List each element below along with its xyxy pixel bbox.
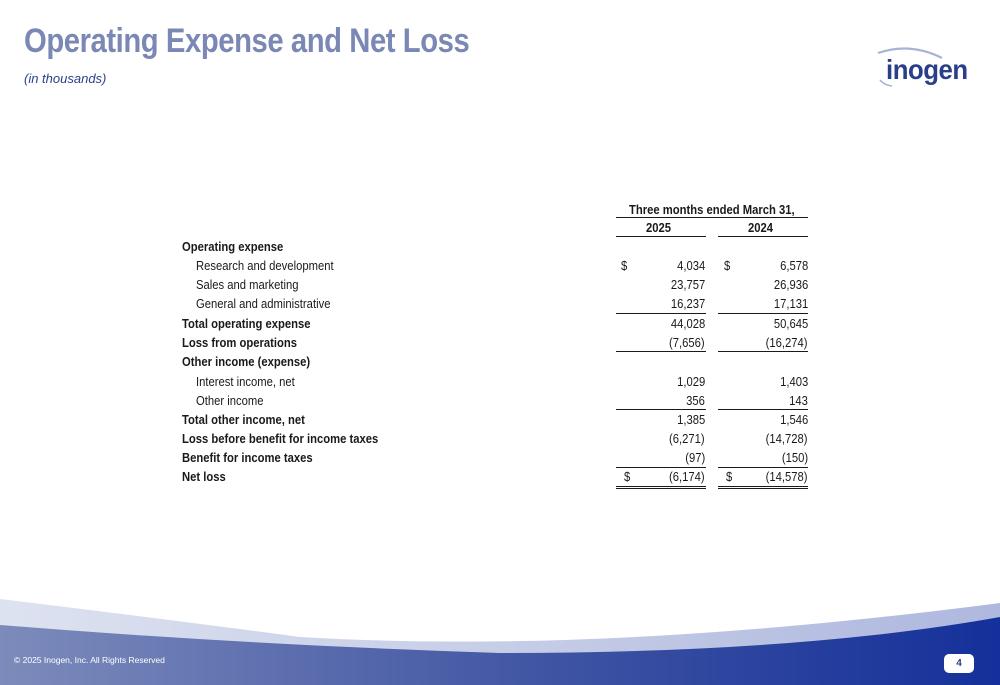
value-2024: 1,546 xyxy=(779,413,808,427)
value-2024: (14,728) xyxy=(766,432,808,446)
row-label: Operating expense xyxy=(182,240,284,254)
row-label: Other income (expense) xyxy=(182,355,311,369)
value-2024: (16,274) xyxy=(766,336,808,350)
column-header-2025: 2025 xyxy=(646,221,672,235)
row-label: Loss before benefit for income taxes xyxy=(182,432,379,446)
value-2025: 44,028 xyxy=(670,317,705,331)
col2-header-rule xyxy=(718,236,808,237)
row-label: Research and development xyxy=(196,259,334,273)
row-label: Loss from operations xyxy=(182,336,298,350)
currency-symbol: $ xyxy=(621,259,628,273)
value-2025: (6,174) xyxy=(669,470,705,484)
page-number: 4 xyxy=(944,654,974,673)
value-2024: 1,403 xyxy=(779,375,808,389)
col1-header-rule xyxy=(616,236,706,237)
currency-symbol: $ xyxy=(624,470,631,484)
period-header: Three months ended March 31, xyxy=(629,203,795,217)
value-2024: 6,578 xyxy=(779,259,808,273)
currency-symbol: $ xyxy=(724,259,731,273)
value-2025: (97) xyxy=(684,451,705,465)
currency-symbol: $ xyxy=(726,470,733,484)
value-2024: 143 xyxy=(789,394,808,408)
value-2024: (14,578) xyxy=(766,470,808,484)
row-label: Interest income, net xyxy=(196,375,295,389)
value-2024: (150) xyxy=(781,451,808,465)
row-label: Other income xyxy=(196,394,264,408)
subtotal-rule xyxy=(616,313,706,314)
value-2024: 17,131 xyxy=(773,297,808,311)
value-2024: 50,645 xyxy=(773,317,808,331)
row-label: Total other income, net xyxy=(182,413,305,427)
page-subtitle: (in thousands) xyxy=(24,71,107,86)
row-label: Net loss xyxy=(182,470,226,484)
subtotal-rule xyxy=(616,409,706,410)
subtotal-rule xyxy=(718,409,808,410)
row-label: General and administrative xyxy=(196,297,331,311)
subtotal-rule xyxy=(616,351,706,352)
row-label: Total operating expense xyxy=(182,317,311,331)
double-rule xyxy=(616,486,706,487)
value-2025: (6,271) xyxy=(669,432,705,446)
copyright-notice: © 2025 Inogen, Inc. All Rights Reserved xyxy=(14,655,165,665)
value-2025: 1,385 xyxy=(676,413,705,427)
total-rule xyxy=(718,467,808,468)
value-2025: 16,237 xyxy=(670,297,705,311)
header-rule xyxy=(616,217,808,218)
subtotal-rule xyxy=(718,351,808,352)
total-rule xyxy=(616,467,706,468)
value-2025: 1,029 xyxy=(676,375,705,389)
double-rule xyxy=(718,488,808,489)
row-label: Sales and marketing xyxy=(196,278,299,292)
value-2025: 4,034 xyxy=(676,259,705,273)
double-rule xyxy=(718,486,808,487)
footer-wave xyxy=(0,595,1000,685)
value-2025: 23,757 xyxy=(670,278,705,292)
row-label: Benefit for income taxes xyxy=(182,451,313,465)
subtotal-rule xyxy=(718,313,808,314)
logo-wordmark: inogen xyxy=(886,54,968,85)
double-rule xyxy=(616,488,706,489)
column-header-2024: 2024 xyxy=(748,221,774,235)
value-2024: 26,936 xyxy=(773,278,808,292)
value-2025: 356 xyxy=(686,394,705,408)
value-2025: (7,656) xyxy=(669,336,705,350)
page-title: Operating Expense and Net Loss xyxy=(24,22,470,60)
